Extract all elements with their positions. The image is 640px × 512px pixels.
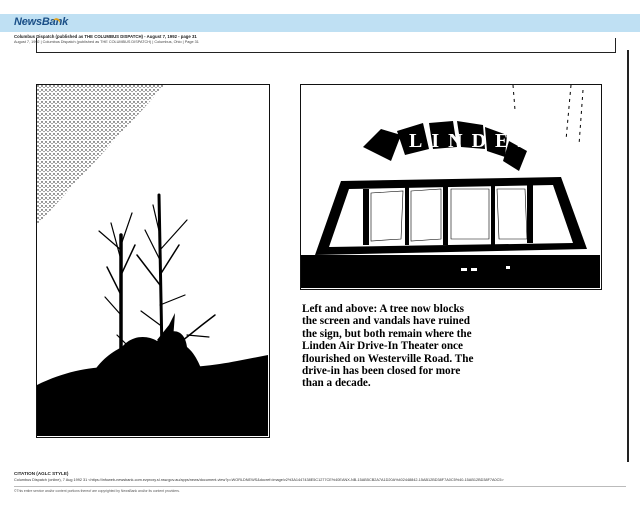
citation-heading: CITATION (AGLC STYLE) [14,471,69,476]
tree-photo [36,84,270,438]
logo-text: NewsBank [14,16,69,28]
caption-line: the sign, but both remain where the [302,327,472,340]
caption-line: flourished on Westerville Road. The [302,352,474,365]
page-top-border [36,38,616,53]
source-line: Columbus Dispatch (published as THE COLUMBUS DISPATCH) - August 7, 1992 - page 31 [14,34,197,39]
sign-photo [300,84,602,290]
sign-text: LINDEN [409,130,541,152]
copyright-notice: ©This entire service and/or content portions thereof are copyrighted by NewsBank and/or its content providers. [14,489,180,493]
date-line: August 7, 1992 | Columbus Dispatch (published as THE COLUMBUS DISPATCH) | Columbus, Ohio | Page 31 [14,40,199,44]
sign-letters [363,121,541,171]
tree-photo-illustration [37,85,268,436]
citation-link[interactable]: Columbus Dispatch (online), 7 Aug 1992 31 <https://infoweb-newsbank-com.ezproxy.sl.nsw.gov.au/apps/news/document-view?p=WORLDNEWS&docref=image/v2%3A1447438E5C1277CE%40EANX-NB-15AB5CB2A7A1D20A%402448842-15AB12BD38F7A0C5%40-15AB12BD38F7A0C5> [14,478,504,482]
photo-caption [302,303,502,390]
page-right-border [627,50,629,462]
sign-photo-illustration [301,85,600,288]
footer-divider [14,486,626,487]
bare-trees [99,195,215,365]
drive-in-screen [37,85,165,225]
caption-line: than a decade. [302,377,371,390]
caption-line: Left and above: A tree now blocks [302,303,465,315]
viewer-header-bar [0,14,640,32]
ground-band [301,255,600,288]
caption-line: Linden Air Drive-In Theater once [302,340,463,353]
caption-line: drive-in has been closed for more [302,365,461,378]
caption-line: the screen and vandals have ruined [302,315,470,328]
newsbank-logo[interactable] [14,16,68,30]
